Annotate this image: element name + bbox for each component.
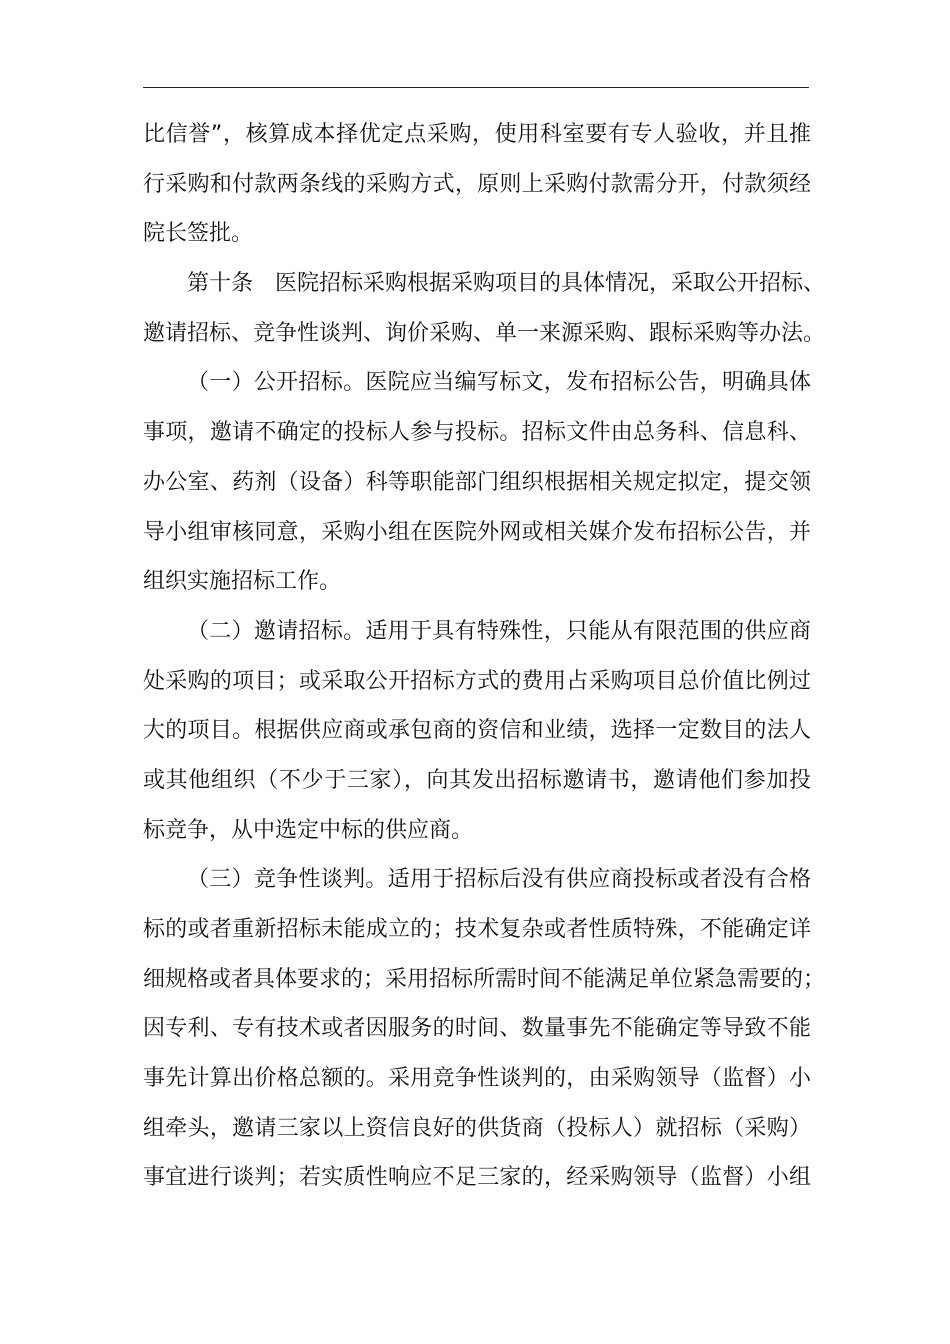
text-line: 或其他组织（不少于三家），向其发出招标邀请书，邀请他们参加投 [143,767,811,793]
text-line: 比信誉”，核算成本择优定点采购，使用科室要有专人验收，并且推 [143,122,811,147]
text-line: 因专利、专有技术或者因服务的时间、数量事先不能确定等导致不能 [143,1016,811,1042]
text-line: 处采购的项目；或采取公开招标方式的费用占采购项目总价值比例过 [143,668,811,694]
text-line: 细规格或者具体要求的；采用招标所需时间不能满足单位紧急需要的； [143,966,826,992]
text-line: 邀请招标、竞争性谈判、询价采购、单一来源采购、跟标采购等办法。 [143,320,826,346]
text-line: 组牵头，邀请三家以上资信良好的供货商（投标人）就招标（采购） [143,1115,811,1141]
text-line: 事宜进行谈判；若实质性响应不足三家的，经采购领导（监督）小组 [143,1165,811,1191]
text-line: 行采购和付款两条线的采购方式，原则上采购付款需分开，付款须经 [143,171,811,197]
text-line: 事先计算出价格总额的。采用竞争性谈判的，由采购领导（监督）小 [143,1066,811,1092]
text-line: 标竞争，从中选定中标的供应商。 [143,817,474,843]
header-rule [143,87,809,88]
text-line: 组织实施招标工作。 [143,569,342,595]
section-invited-tender-line: （二）邀请招标。适用于具有特殊性，只能从有限范围的供应商 [187,618,811,644]
text-line: 事项，邀请不确定的投标人参与投标。招标文件由总务科、信息科、 [143,420,811,446]
text-line: 导小组审核同意，采购小组在医院外网或相关媒介发布招标公告，并 [143,519,811,545]
section-competitive-negotiation-line: （三）竞争性谈判。适用于招标后没有供应商投标或者没有合格 [187,867,811,893]
text-line: 院长签批。 [143,221,254,247]
article-10-heading-line: 第十条 医院招标采购根据采购项目的具体情况，采取公开招标、 [187,271,826,297]
section-open-tender-line: （一）公开招标。医院应当编写标文，发布招标公告，明确具体 [187,370,811,396]
document-body [143,110,826,1203]
text-line: 办公室、药剂（设备）科等职能部门组织根据相关规定拟定，提交领 [143,469,811,495]
text-line: 大的项目。根据供应商或承包商的资信和业绩，选择一定数目的法人 [143,718,811,744]
text-line: 标的或者重新招标未能成立的；技术复杂或者性质特殊，不能确定详 [143,917,811,942]
